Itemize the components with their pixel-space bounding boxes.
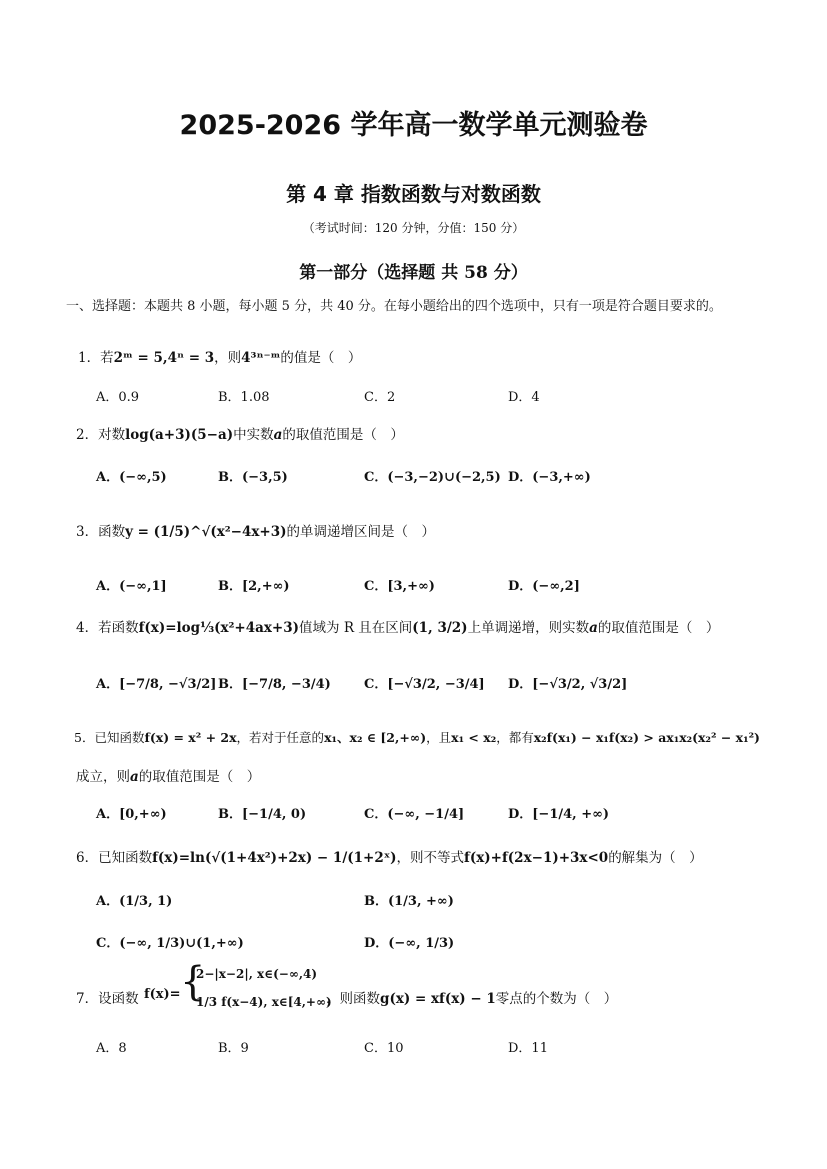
question-4-suffix: 上单调递增，则实数 [467,620,590,636]
question-7-function-label: f(x)= [144,987,181,1002]
question-7-option-b[interactable]: B．9 [218,1041,249,1056]
question-2-math-2: a [273,427,283,443]
question-2-prefix: 2．对数 [76,427,126,443]
question-5-line-2-suffix: 的取值范围是（ ） [138,769,261,785]
question-5-math-3: x₁ < x₂ [451,730,497,745]
question-1-math-2: 4³ⁿ⁻ᵐ [241,350,281,366]
question-5-mid: ，若对于任意的 [236,730,325,745]
question-2-suffix: 的取值范围是（ ） [282,427,404,443]
question-5-option-d[interactable]: D．[−1/4, +∞) [508,807,610,822]
question-5-line-2-prefix: 成立，则 [76,769,130,785]
question-3-option-b[interactable]: B．[2,+∞) [218,579,290,594]
question-5-option-c[interactable]: C．(−∞, −1/4] [364,807,465,822]
question-6 [76,846,703,866]
question-7-case-2: 1/3 f(x−4), x∈[4,+∞) [196,995,332,1009]
question-6-option-a[interactable]: A．(1/3, 1) [96,894,173,909]
question-7-suffix: 零点的个数为（ ） [495,991,618,1007]
question-5-math-4: x₂f(x₁) − x₁f(x₂) > ax₁x₂(x₂² − x₁²) [533,730,760,745]
question-7-option-d[interactable]: D．11 [508,1041,548,1056]
question-4-mid: 值域为 R 且在区间 [299,620,413,636]
question-5-math-1: f(x) = x² + 2x [144,730,237,745]
question-4 [76,616,719,636]
question-5-option-b[interactable]: B．[−1/4, 0) [218,807,307,822]
question-4-option-d[interactable]: D．[−√3/2, √3/2] [508,677,628,692]
question-7-option-a[interactable]: A．8 [96,1041,127,1056]
question-5-mid-2: ，且 [426,730,452,745]
question-1-option-c[interactable]: C．2 [364,390,396,405]
question-2-option-d[interactable]: D．(−3,+∞) [508,470,591,485]
question-5-line-2 [76,765,260,785]
part-title: 第一部分（选择题 共 58 分） [299,263,528,283]
question-7-brace: { [180,959,206,1005]
question-1-mid: ，则 [214,350,242,366]
question-6-mid: ，则不等式 [396,850,465,866]
question-2-option-c[interactable]: C．(−3,−2)∪(−2,5) [364,470,501,485]
question-3-math-1: y = (1/5)^√(x²−4x+3) [125,524,287,540]
question-4-math-3: a [589,620,598,636]
question-3-option-a[interactable]: A．(−∞,1] [96,579,167,594]
question-1-suffix: 的值是（ ） [280,350,362,366]
question-1-option-b[interactable]: B．1.08 [218,390,270,405]
question-6-option-b[interactable]: B．(1/3, +∞) [364,894,454,909]
question-2 [76,423,404,443]
question-1-option-a[interactable]: A．0.9 [96,390,140,405]
question-3 [76,520,435,540]
question-4-option-b[interactable]: B．[−7/8, −3/4) [218,677,331,692]
question-3-option-c[interactable]: C．[3,+∞) [364,579,435,594]
section-instructions: 一、选择题：本题共 8 小题，每小题 5 分，共 40 分。在每小题给出的四个选项中，只有一项是符合题目要求的。 [66,299,722,314]
question-6-option-d[interactable]: D．(−∞, 1/3) [364,936,455,951]
question-1-prefix: 1．若 [78,350,114,366]
question-7-math-2: g(x) = xf(x) − 1 [380,991,496,1007]
question-5-math-2: x₁、x₂ ∈ [2,+∞) [324,730,427,745]
question-5-option-a[interactable]: A．[0,+∞) [96,807,167,822]
question-3-prefix: 3．函数 [76,524,126,540]
question-7-mid: ，则函数 [326,991,380,1007]
question-7-prefix: 7．设函数 [76,991,139,1007]
question-4-suffix-2: 的取值范围是（ ） [597,620,720,636]
question-6-math-1: f(x)=ln(√(1+4x²)+2x) − 1/(1+2ˣ) [152,850,397,866]
question-5-prefix: 5．已知函数 [74,730,145,745]
page-title: 2025-2026 学年高一数学单元测验卷 [179,110,648,141]
question-3-option-d[interactable]: D．(−∞,2] [508,579,580,594]
question-5 [74,728,760,746]
chapter-title: 第 4 章 指数函数与对数函数 [286,182,541,206]
question-4-option-c[interactable]: C．[−√3/2, −3/4] [364,677,485,692]
question-6-suffix: 的解集为（ ） [608,850,703,866]
question-2-option-a[interactable]: A．(−∞,5) [96,470,167,485]
question-6-math-2: f(x)+f(2x−1)+3x<0 [464,850,609,866]
question-4-math-1: f(x)=log⅓(x²+4ax+3) [138,620,300,636]
question-7-option-c[interactable]: C．10 [364,1041,404,1056]
question-7-tail [326,987,617,1007]
question-4-math-2: (1, 3/2) [412,620,468,636]
question-2-math-1: log(a+3)(5−a) [125,427,234,443]
question-4-prefix: 4．若函数 [76,620,139,636]
question-2-mid: 中实数 [233,427,274,443]
exam-info: （考试时间：120 分钟，分值：150 分） [302,221,525,235]
question-4-option-a[interactable]: A．[−7/8, −√3/2] [96,677,217,692]
question-1-math-1: 2ᵐ = 5,4ⁿ = 3 [113,350,215,366]
question-5-line-2-math: a [130,769,139,785]
question-3-suffix: 的单调递增区间是（ ） [286,524,436,540]
question-6-prefix: 6．已知函数 [76,850,153,866]
question-1-option-d[interactable]: D．4 [508,390,540,405]
question-7-case-1: 2−|x−2|, x∈(−∞,4) [196,967,318,981]
question-1 [78,346,361,366]
question-6-option-c[interactable]: C．(−∞, 1/3)∪(1,+∞) [96,936,244,951]
question-2-option-b[interactable]: B．(−3,5) [218,470,288,485]
question-5-mid-3: ，都有 [496,730,534,745]
